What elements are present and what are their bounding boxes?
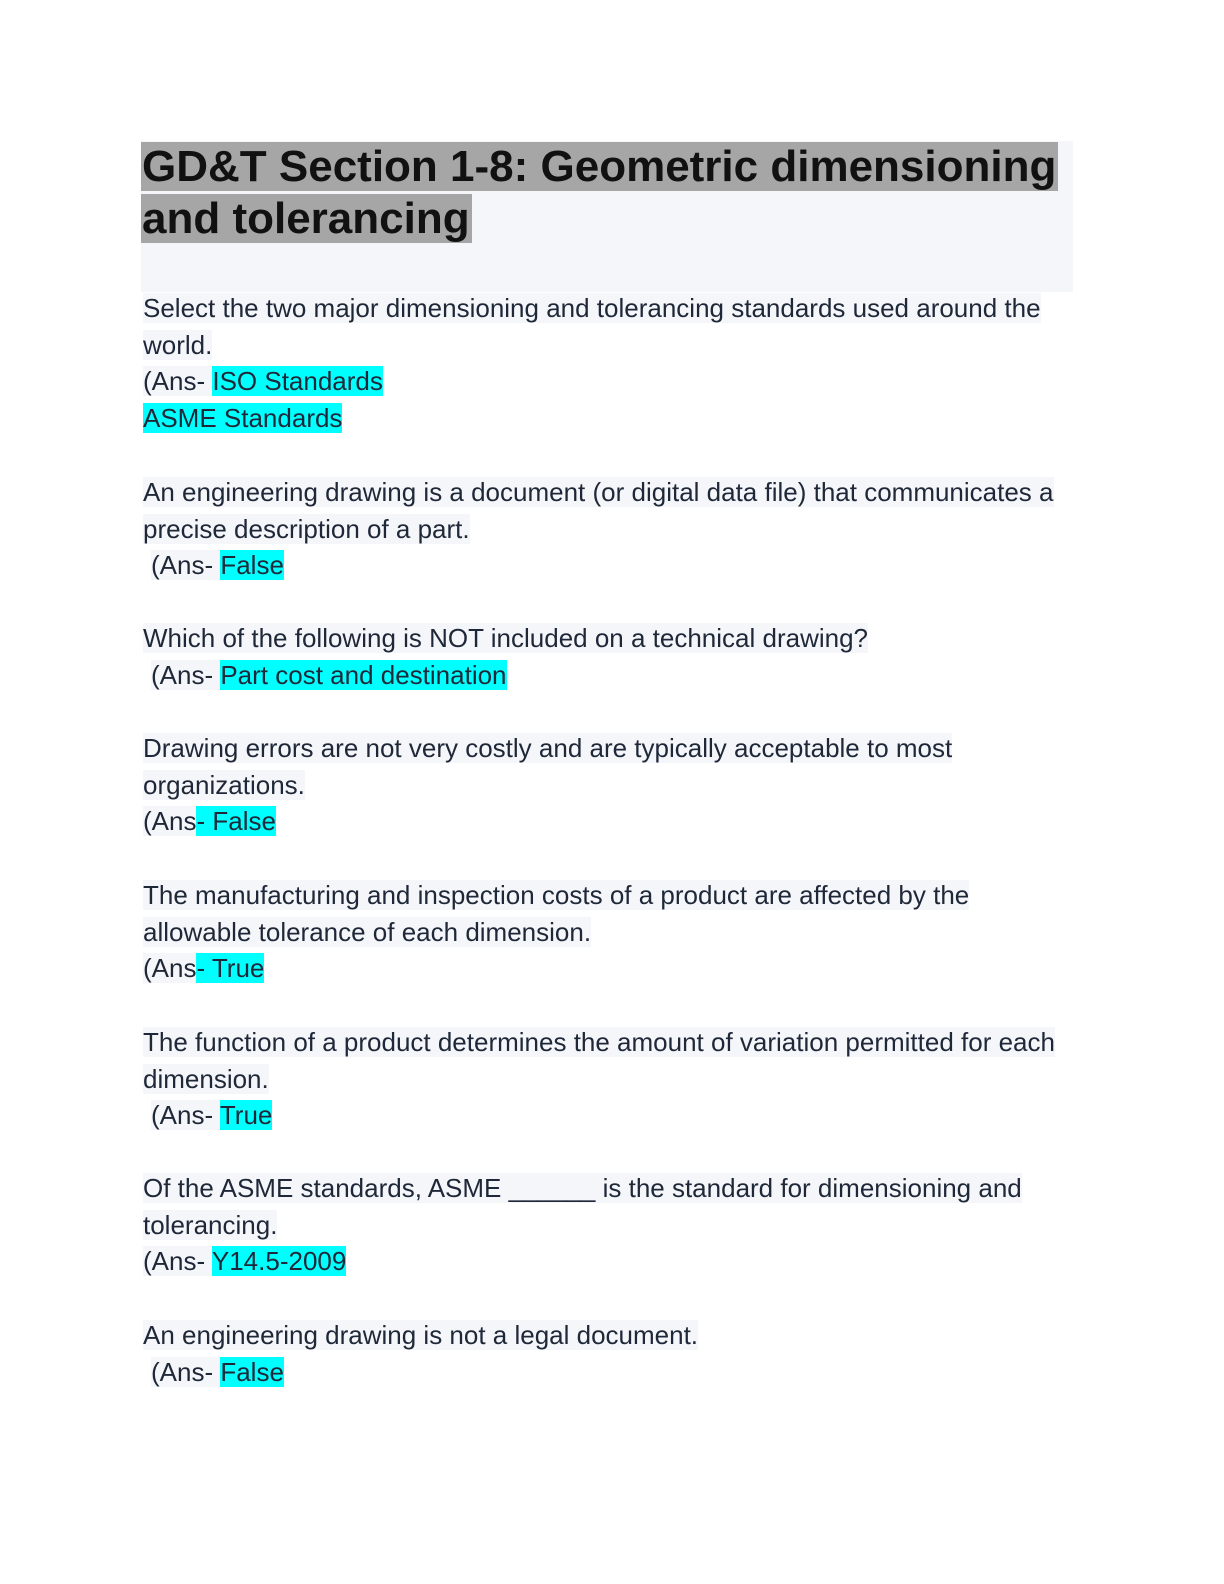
title-block	[141, 141, 1073, 292]
question-text: Select the two major dimensioning and tolerancing standards used around the world.	[143, 293, 1041, 360]
qa-item-1	[143, 290, 1078, 436]
answer-line	[143, 657, 1078, 694]
answer-line	[143, 1243, 1078, 1280]
page-title	[141, 141, 1073, 245]
answer-line	[143, 950, 1078, 987]
answer-text: Y14.5-2009	[211, 1246, 347, 1277]
qa-item-5	[143, 877, 1078, 987]
answer-prefix: (Ans	[143, 806, 197, 837]
answer-text: Part cost and destination	[220, 659, 507, 690]
qa-item-4	[143, 730, 1078, 840]
answer-prefix: (Ans-	[143, 1246, 212, 1277]
answer-line	[143, 363, 1078, 400]
qa-item-7	[143, 1170, 1078, 1280]
answer-line	[143, 547, 1078, 584]
answer-line	[143, 1354, 1078, 1391]
answer-line	[143, 1097, 1078, 1134]
qa-item-3	[143, 620, 1078, 693]
answer-prefix: (Ans	[143, 953, 197, 984]
question-text: Drawing errors are not very costly and are typically acceptable to most organizations.	[143, 733, 953, 800]
qa-item-8	[143, 1317, 1078, 1390]
answer-text: False	[220, 1356, 284, 1387]
answer-text: - False	[196, 806, 276, 837]
answer-line-extra	[143, 400, 1078, 437]
answer-text-extra: ASME Standards	[143, 402, 343, 433]
answer-prefix: (Ans-	[151, 659, 221, 690]
qa-item-2	[143, 474, 1078, 584]
question-text: An engineering drawing is not a legal document.	[143, 1320, 699, 1350]
qa-item-6	[143, 1024, 1078, 1134]
question-text: Which of the following is NOT included on a technical drawing?	[143, 623, 869, 653]
question-text: An engineering drawing is a document (or digital data file) that communicates a precise description of a part.	[143, 477, 1054, 544]
question-text: The function of a product determines the amount of variation permitted for each dimension.	[143, 1027, 1055, 1094]
question-text: The manufacturing and inspection costs of a product are affected by the allowable tolerance of each dimension.	[143, 880, 970, 947]
answer-prefix: (Ans-	[143, 366, 213, 397]
answer-line	[143, 803, 1078, 840]
question-text: Of the ASME standards, ASME ______ is the standard for dimensioning and tolerancing.	[143, 1173, 1022, 1240]
title-text: GD&T Section 1-8: Geometric dimensioning and tolerancing	[142, 142, 1057, 243]
answer-prefix: (Ans-	[151, 1100, 220, 1131]
answer-prefix: (Ans-	[151, 1356, 221, 1387]
answer-text: True	[219, 1100, 273, 1131]
answer-text: - True	[196, 953, 265, 984]
answer-prefix: (Ans-	[151, 550, 221, 581]
answer-text: ISO Standards	[212, 366, 383, 397]
answer-text: False	[220, 550, 284, 581]
